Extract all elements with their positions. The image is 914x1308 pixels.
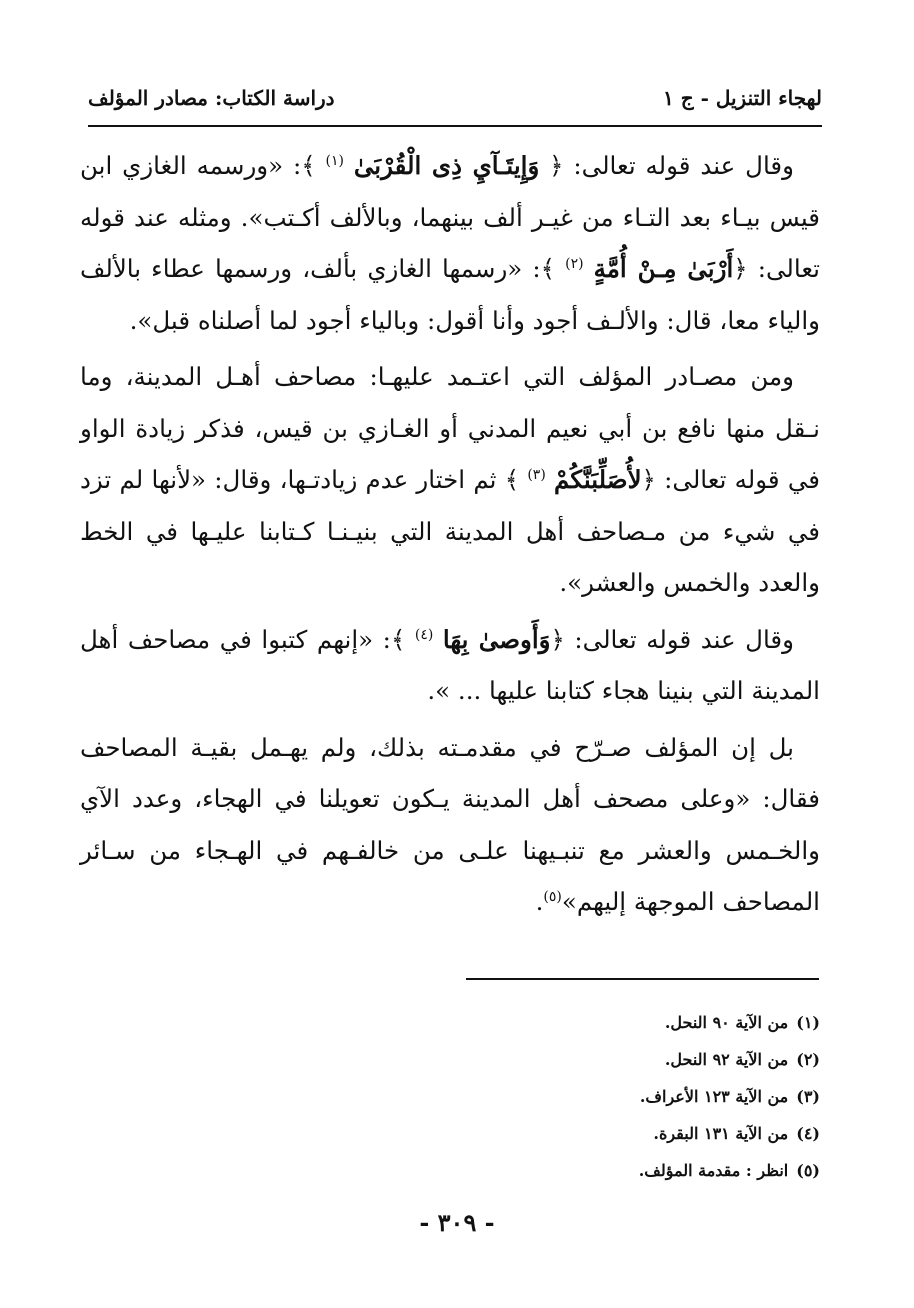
footnote-ref-4: (٤) [414,626,434,643]
footnote-text: من الآية ١٣١ البقرة. [653,1124,789,1143]
header-divider [88,125,822,127]
paragraph-3 [80,614,820,717]
footnote-3 [300,1078,820,1115]
footnote-2 [300,1041,820,1078]
paragraph-3-text-a: وقال عند قوله تعالى: [574,624,794,654]
verse-close-ornament: ﴾ [540,254,555,283]
page-number: - ٣٠٩ - [419,1208,495,1237]
footnote-text: من الآية ٩٢ النحل. [664,1050,789,1069]
paragraph-2 [80,351,820,609]
paragraph-4-text-a: بل إن المؤلف صـرّح في مقدمـته بذلك، ولم يهـمل بقيـة المصاحف فقال: «وعلى مصحف أهل المدينة يـكون تعويلنا في الهجاء، وعدد الآي والخـمس والعشر مع تنبـيهنا علـى من خالفـهم في الهـجاء من سـائر المصاحف الموجهة إليهم» [80,732,820,916]
paragraph-4 [80,722,820,928]
footnote-divider [466,978,819,980]
paragraph-3-text-b: : «إنهم كتبوا في مصاحف أهل المدينة التي بنينا هجاء كتابنا عليها ... ». [80,624,820,705]
quran-verse-3: لأُصَلِّبَنَّكُمْ [554,465,642,494]
paragraph-4-end: . [535,887,544,916]
verse-open-ornament: ﴿ [733,254,748,283]
footnote-number: (٥) [796,1161,820,1180]
paragraph-1-text-b: : «ورسمه الغازي ابن قيس بيـاء بعد التـاء من غيـر ألف بينهما، وبالألف أكـتب». ومثله عند قوله تعالى: [80,151,820,283]
footnote-ref-2: (٢) [565,255,584,272]
footnote-5 [300,1152,820,1189]
verse-close-ornament: ﴾ [504,465,520,494]
footnote-text: من الآية ١٢٣ الأعراف. [639,1087,789,1106]
paragraph-1-text-a: وقال عند قوله تعالى: [573,151,794,180]
quran-verse-2: أَرْبَىٰ مِـنْ أُمَّةٍ [593,254,734,283]
footnote-number: (١) [796,1013,820,1032]
verse-open-ornament: ﴿ [549,151,564,180]
footnote-number: (٢) [796,1050,820,1069]
paragraph-2-text-b: ثم اختار عدم زيادتـها، وقال: «لأنها لم تزد في شيء من مـصاحف أهل المدينة التي بنيـنـا كـتابنا عليـها في الخط والعدد والخمس والعشر». [80,465,820,597]
quran-verse-1: وَإِيتَـآيِ ذِى الْقُرْبَىٰ [353,151,540,180]
footnotes [300,1004,820,1189]
quran-verse-4: وَأَوصىٰ بِهَا [442,624,551,654]
verse-open-ornament: ﴿ [550,624,565,654]
paragraph-1 [80,140,820,346]
section-title: دراسة الكتاب: مصادر المؤلف [88,86,335,110]
footnote-text: انظر : مقدمة المؤلف. [638,1161,789,1180]
footnote-text: من الآية ٩٠ النحل. [664,1013,789,1032]
main-text [80,140,820,933]
footnote-number: (٣) [796,1087,820,1106]
verse-close-ornament: ﴾ [390,624,406,654]
footnote-1 [300,1004,820,1041]
running-header [88,84,822,120]
verse-open-ornament: ﴿ [641,465,656,494]
paragraph-1-text-c: : «رسمها الغازي بألف، ورسمها عطاء بالألف والياء معا، قال: والألـف أجود وأنا أقول: وبالياء أجود لما أصلناه قبل». [80,254,820,335]
verse-close-ornament: ﴾ [301,151,316,180]
footnote-ref-1: (١) [325,152,344,169]
book-title: لهجاء التنزيل - ج ١ [662,86,822,110]
footnote-4 [300,1115,820,1152]
footnote-ref-3: (٣) [527,466,546,483]
paragraph-2-text-a: ومن مصـادر المؤلف التي اعتـمد عليهـا: مصاحف أهـل المدينة، وما نـقل منها نافع بن أبي نعيم المدني أو الغـازي بن قيس، فذكر زيادة الواو في قوله تعالى: [80,362,820,494]
footnote-ref-5: (٥) [543,888,562,905]
footnote-number: (٤) [796,1124,820,1143]
